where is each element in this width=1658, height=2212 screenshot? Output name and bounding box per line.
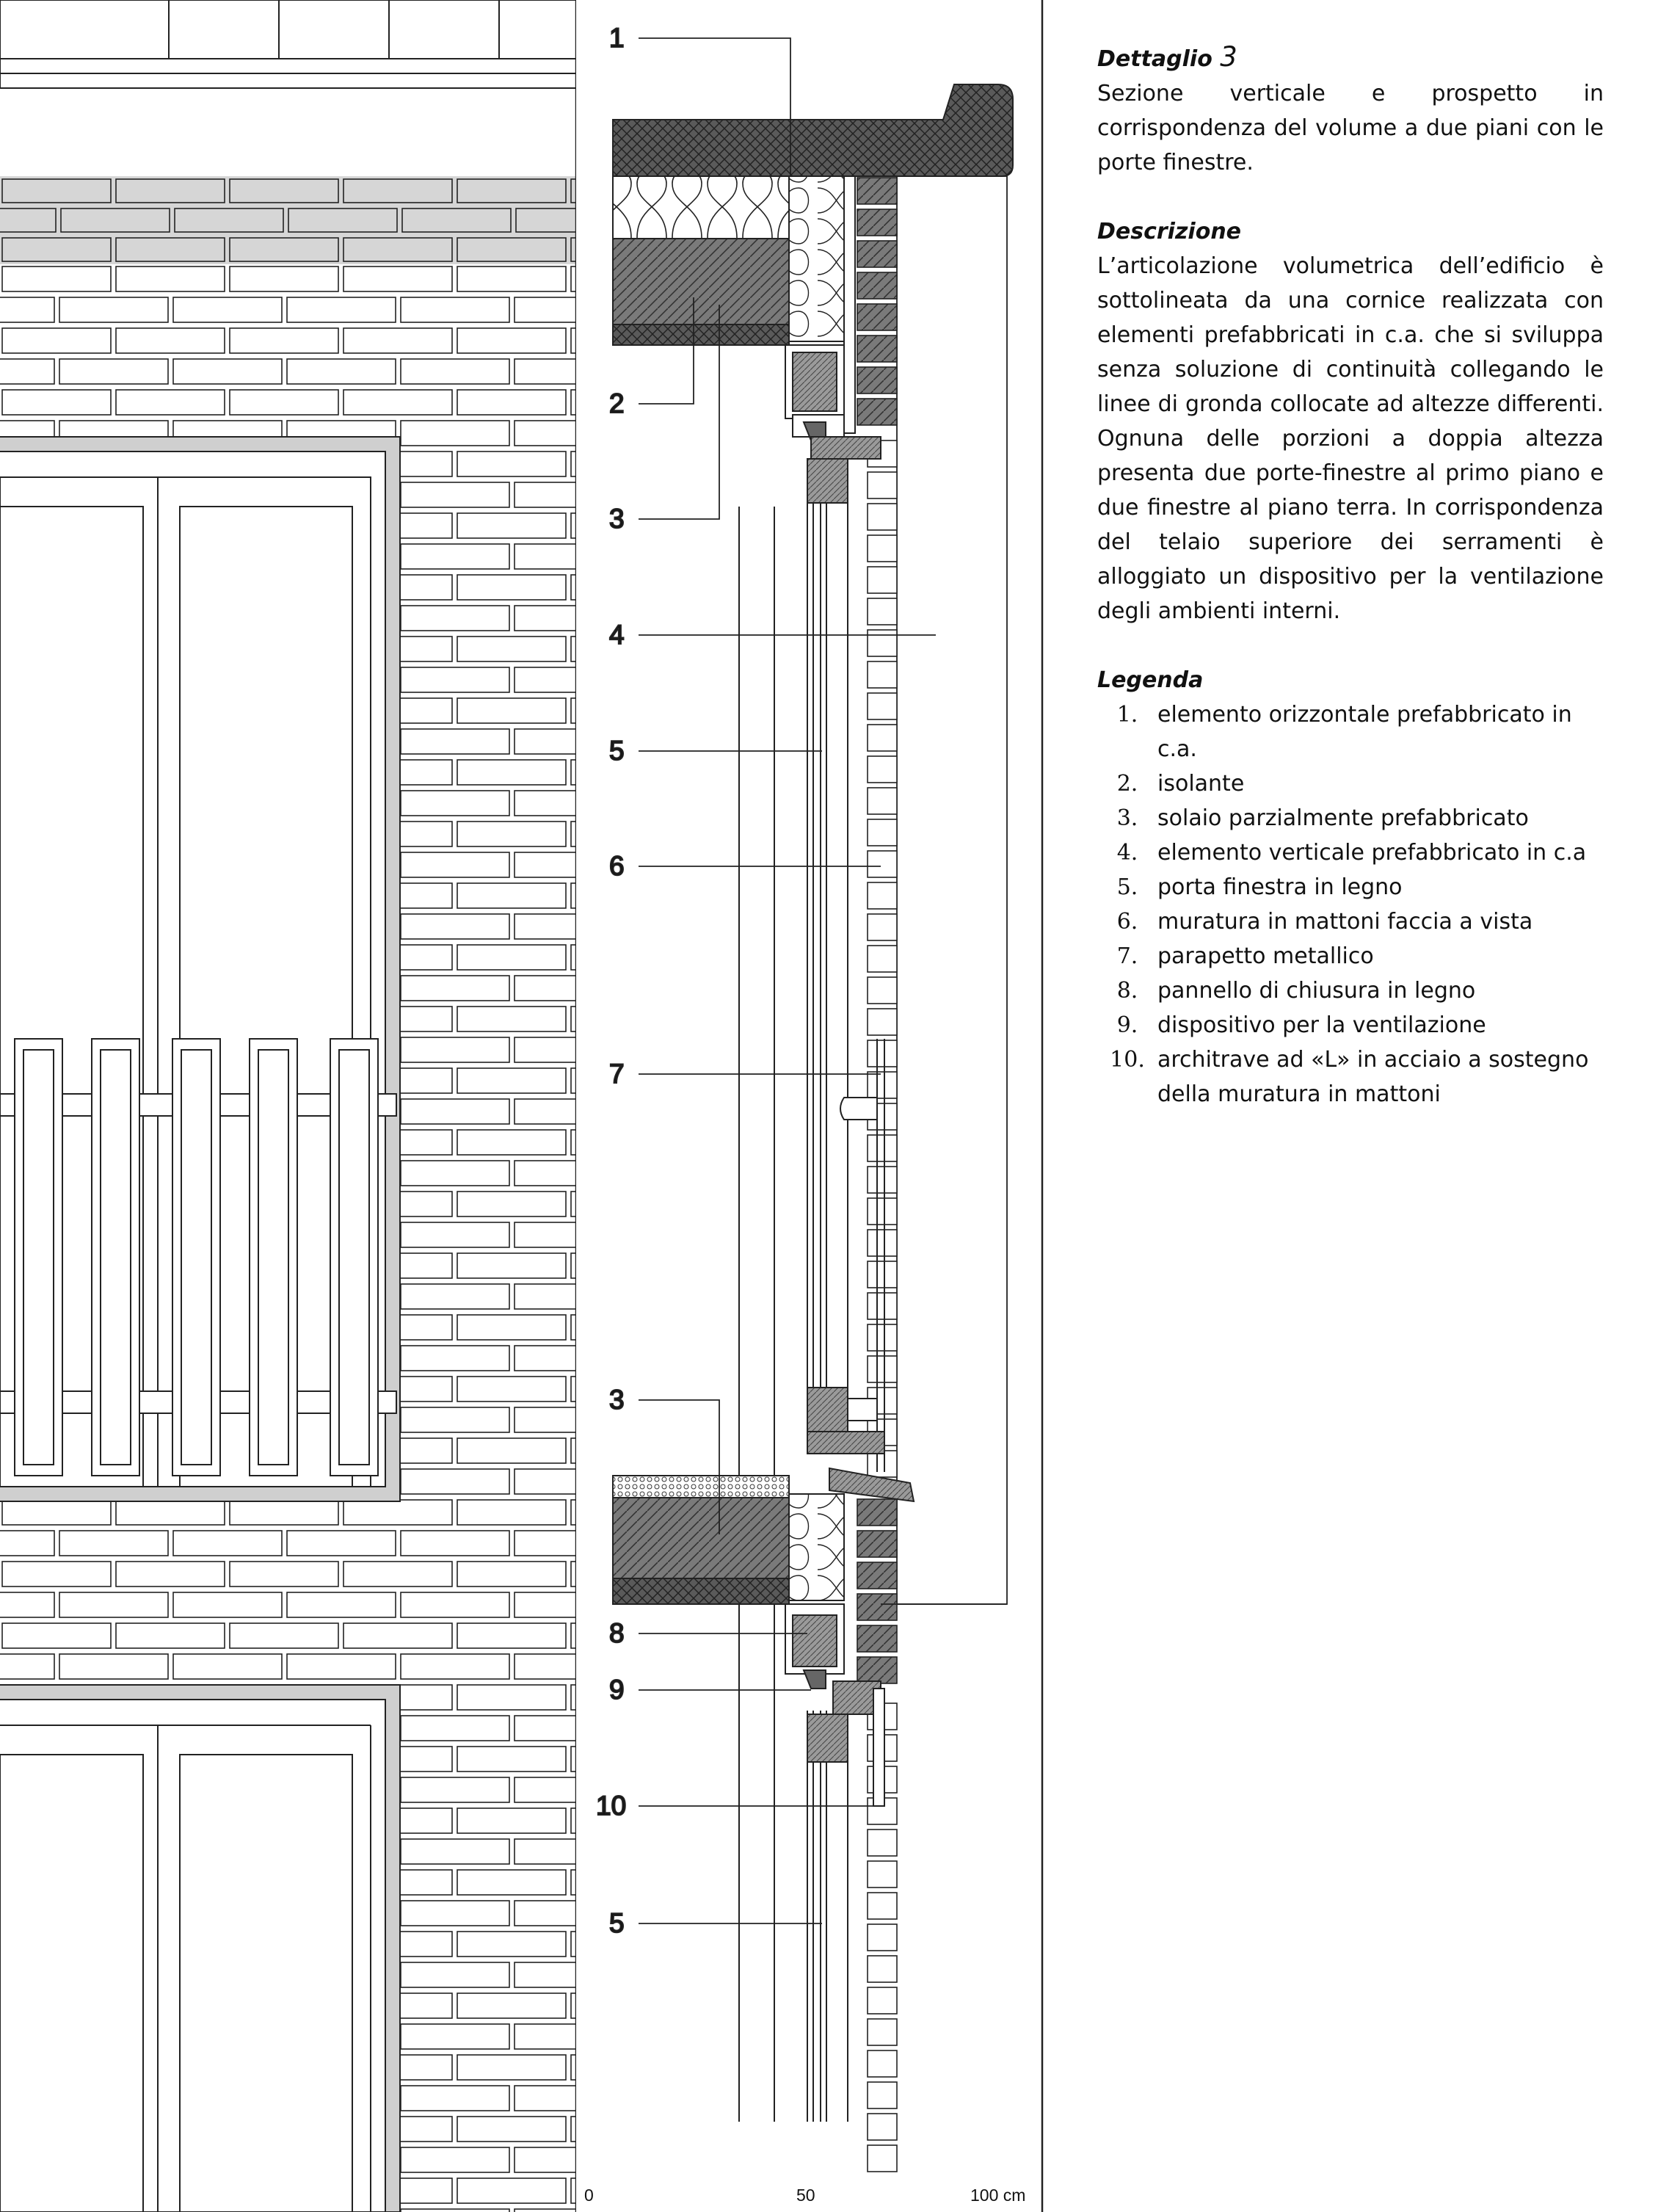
- legend-item: [1097, 697, 1604, 766]
- description-text: L’articolazione volumetrica dell’edificio è sottolineata da una cornice realizzata con elementi prefabbricati in c.a. che si sviluppa senza soluzione di continuità collegando le linee di gronda collocate ad altezze differenti. Ognuna delle porzioni a doppia altezza presenta due porte-finestre al primo piano e due finestre al piano terra. In corrispondenza del telaio superiore dei serramenti è alloggiato un dispositivo per la ventilazione degli ambienti interni.: [1097, 253, 1604, 624]
- brick: [0, 1592, 54, 1617]
- legend-number: 7.: [1116, 943, 1138, 969]
- brick: [0, 208, 56, 232]
- brick: [343, 1562, 452, 1587]
- brick: [868, 725, 897, 751]
- brick: [230, 390, 338, 415]
- brick: [2, 1562, 111, 1587]
- brick: [0, 1654, 54, 1679]
- brick: [457, 1932, 566, 1957]
- callout-7: 7: [609, 1059, 625, 1089]
- brick: [857, 272, 897, 299]
- brick: [401, 1592, 509, 1617]
- brick: [2, 390, 111, 415]
- brick: [116, 390, 225, 415]
- brick: [868, 1893, 897, 1919]
- brick: [868, 1861, 897, 1888]
- brick: [857, 1594, 897, 1620]
- brick: [457, 1562, 566, 1587]
- legend-item: [1097, 1042, 1604, 1112]
- brick: [116, 179, 225, 203]
- brick: [401, 297, 509, 322]
- brick: [868, 2019, 897, 2045]
- brick: [457, 328, 566, 353]
- brick: [868, 2050, 897, 2077]
- brick: [2, 238, 111, 261]
- brick: [230, 328, 338, 353]
- brick: [401, 1777, 509, 1802]
- brick: [401, 852, 509, 877]
- brick: [857, 241, 897, 267]
- brick: [173, 359, 282, 384]
- legend-text: porta finestra in legno: [1157, 874, 1403, 900]
- brick: [857, 304, 897, 330]
- brick: [401, 359, 509, 384]
- legend-heading: Legenda: [1097, 667, 1204, 693]
- brick: [457, 1068, 566, 1093]
- brick: [868, 788, 897, 814]
- vertical-section: [576, 0, 1042, 2212]
- callout-5: 5: [609, 736, 625, 766]
- brick: [401, 1222, 509, 1247]
- brick: [868, 1451, 897, 1477]
- brick: [2, 1623, 111, 1648]
- slab-middle: [613, 1498, 789, 1578]
- brick: [457, 575, 566, 600]
- legend-list: [1097, 697, 1604, 1112]
- legend-text: muratura in mattoni faccia a vista: [1157, 909, 1533, 935]
- brick: [343, 266, 452, 291]
- brick: [857, 367, 897, 394]
- brick: [116, 328, 225, 353]
- brick: [116, 1562, 225, 1587]
- brick: [857, 1625, 897, 1652]
- brick: [868, 1324, 897, 1351]
- brick: [230, 266, 338, 291]
- detail-heading: [1097, 40, 1604, 76]
- brick: [401, 2086, 509, 2111]
- brick: [868, 630, 897, 656]
- scale-zero: 0: [584, 2186, 594, 2205]
- brick: [868, 1956, 897, 1982]
- insulation-vertical-middle: [789, 1494, 844, 1600]
- brick: [457, 1315, 566, 1340]
- legend-text: parapetto metallico: [1157, 943, 1374, 969]
- legend-number: 3.: [1116, 805, 1138, 831]
- callout-9: 9: [609, 1675, 625, 1705]
- legend-number: 8.: [1116, 978, 1138, 1004]
- steel-l-lintel: [873, 1689, 884, 1806]
- callout-6: 6: [609, 851, 625, 881]
- brick: [401, 1839, 509, 1864]
- balcony-railing-elevation: [0, 1039, 396, 1476]
- legend-number: 2.: [1116, 771, 1138, 797]
- legend-item: [1097, 939, 1604, 973]
- brick: [457, 2055, 566, 2080]
- brick: [401, 2024, 509, 2049]
- brick: [401, 2147, 509, 2172]
- brick: [401, 667, 509, 692]
- brick: [59, 1531, 168, 1556]
- brick: [868, 1135, 897, 1161]
- brick: [0, 297, 54, 322]
- brick: [343, 238, 452, 261]
- brick: [868, 1198, 897, 1225]
- callout-2: 2: [609, 388, 625, 418]
- description-heading: Descrizione: [1097, 219, 1242, 244]
- brick: [457, 452, 566, 476]
- brick: [457, 1253, 566, 1278]
- brick: [343, 328, 452, 353]
- legend-item: [1097, 1008, 1604, 1042]
- brick: [868, 977, 897, 1004]
- brick: [288, 208, 397, 232]
- brick: [59, 1592, 168, 1617]
- insulation-top: [613, 176, 789, 239]
- brick: [401, 1962, 509, 1987]
- brick: [457, 2178, 566, 2203]
- brick: [457, 698, 566, 723]
- callout-4: 4: [609, 620, 625, 650]
- brick: [457, 1007, 566, 1031]
- brick: [868, 1293, 897, 1319]
- legend-number: 4.: [1116, 840, 1138, 866]
- brick: [457, 266, 566, 291]
- brick: [0, 359, 54, 384]
- brick: [868, 1924, 897, 1951]
- callout-3b: 3: [609, 1385, 625, 1415]
- brick: [59, 1654, 168, 1679]
- brick: [868, 1987, 897, 2014]
- brick: [457, 1438, 566, 1463]
- scale-mid: 50: [796, 2186, 815, 2205]
- brick: [857, 1499, 897, 1526]
- legend-item: [1097, 801, 1604, 835]
- legend-item: [1097, 904, 1604, 939]
- brick: [868, 1356, 897, 1382]
- brick: [401, 1346, 509, 1371]
- brick: [868, 1167, 897, 1193]
- brick: [457, 1192, 566, 1216]
- brick: [868, 914, 897, 940]
- brick: [173, 1592, 282, 1617]
- brick: [457, 1130, 566, 1155]
- brick: [230, 1562, 338, 1587]
- brick: [175, 208, 283, 232]
- brick: [343, 390, 452, 415]
- callout-5b: 5: [609, 1908, 625, 1938]
- legend-item: [1097, 835, 1604, 870]
- detail-heading-label: Dettaglio: [1097, 46, 1212, 72]
- brick: [457, 822, 566, 846]
- detail-heading-number: 3: [1220, 41, 1237, 73]
- callout-3: 3: [609, 504, 625, 534]
- brick: [457, 1500, 566, 1525]
- brick: [457, 1870, 566, 1895]
- brick: [457, 1685, 566, 1710]
- brick: [230, 179, 338, 203]
- brick: [868, 598, 897, 625]
- brick: [287, 1531, 396, 1556]
- brick: [868, 756, 897, 783]
- legend-number: 10.: [1110, 1047, 1145, 1073]
- text-panel: [1097, 40, 1604, 1112]
- brick: [401, 1037, 509, 1062]
- brick: [173, 297, 282, 322]
- brick: [457, 390, 566, 415]
- brick: [457, 760, 566, 785]
- brick: [457, 637, 566, 661]
- brick: [868, 851, 897, 877]
- brick: [59, 297, 168, 322]
- callout-8: 8: [609, 1618, 625, 1648]
- brick: [868, 661, 897, 688]
- legend-item: [1097, 870, 1604, 904]
- brick: [401, 1407, 509, 1432]
- brick: [116, 238, 225, 261]
- legend-text: solaio parzialmente prefabbricato: [1157, 805, 1529, 831]
- brick: [457, 1993, 566, 2018]
- legend-number: 6.: [1116, 909, 1138, 935]
- brick: [457, 1623, 566, 1648]
- brick: [401, 1469, 509, 1494]
- brick: [868, 1261, 897, 1288]
- brick: [173, 1531, 282, 1556]
- scale-max: 100 cm: [970, 2186, 1026, 2205]
- brick: [401, 1284, 509, 1309]
- brick: [857, 336, 897, 362]
- brick: [2, 179, 111, 203]
- brick: [868, 1830, 897, 1856]
- brick: [401, 791, 509, 816]
- legend-text: elemento orizzontale prefabbricato in c.a.: [1157, 702, 1572, 762]
- legend-text: architrave ad «L» in acciaio a sostegno della muratura in mattoni: [1157, 1047, 1589, 1107]
- brick: [2, 328, 111, 353]
- brick: [401, 976, 509, 1001]
- brick: [287, 297, 396, 322]
- legend-text: dispositivo per la ventilazione: [1157, 1012, 1486, 1038]
- callout-1: 1: [609, 23, 625, 53]
- brick: [287, 1592, 396, 1617]
- brick: [401, 729, 509, 754]
- brick: [868, 1072, 897, 1098]
- brick: [857, 399, 897, 425]
- brick: [287, 1654, 396, 1679]
- brick: [868, 2114, 897, 2140]
- insulation-floor: [613, 1476, 789, 1498]
- brick: [401, 1161, 509, 1186]
- brick: [116, 1500, 225, 1525]
- brick: [343, 1623, 452, 1648]
- brick: [402, 208, 511, 232]
- brick: [868, 693, 897, 719]
- brick: [857, 1562, 897, 1589]
- legend-number: 5.: [1116, 874, 1138, 900]
- brick: [457, 179, 566, 203]
- brick: [857, 1657, 897, 1683]
- brick: [457, 1808, 566, 1833]
- brick: [868, 882, 897, 909]
- brick: [868, 1230, 897, 1256]
- brick: [868, 567, 897, 593]
- legend-item: [1097, 973, 1604, 1008]
- legend-text: isolante: [1157, 771, 1245, 797]
- brick: [116, 266, 225, 291]
- brick: [343, 179, 452, 203]
- brick: [173, 1654, 282, 1679]
- brick: [868, 2145, 897, 2172]
- brick: [457, 513, 566, 538]
- brick: [857, 209, 897, 236]
- brick: [868, 819, 897, 846]
- insulation-vertical-top: [789, 176, 844, 341]
- brick: [457, 1747, 566, 1772]
- brick: [401, 1099, 509, 1124]
- brick: [457, 1377, 566, 1401]
- brick: [230, 1623, 338, 1648]
- brick: [230, 1500, 338, 1525]
- brick: [857, 1531, 897, 1557]
- brick: [287, 359, 396, 384]
- brick: [401, 606, 509, 631]
- brick: [457, 2117, 566, 2142]
- brick: [457, 883, 566, 908]
- brick: [857, 178, 897, 204]
- brick: [401, 544, 509, 569]
- brick: [401, 1654, 509, 1679]
- brick: [230, 238, 338, 261]
- brick: [868, 2082, 897, 2108]
- detail-subtitle: Sezione verticale e prospetto in corrispondenza del volume a due piani con le porte finestre.: [1097, 81, 1604, 175]
- brick: [401, 421, 509, 446]
- brick: [0, 1531, 54, 1556]
- brick: [61, 208, 170, 232]
- brick: [401, 914, 509, 939]
- brick: [2, 1500, 111, 1525]
- french-door-elevation-lower: [0, 1685, 400, 2212]
- brick: [116, 1623, 225, 1648]
- brick: [401, 2209, 509, 2212]
- brick: [868, 946, 897, 972]
- brick: [868, 1040, 897, 1067]
- brick: [457, 238, 566, 261]
- brick: [457, 945, 566, 970]
- brick: [343, 1500, 452, 1525]
- legend-text: pannello di chiusura in legno: [1157, 978, 1476, 1004]
- legend-item: [1097, 766, 1604, 801]
- brick: [401, 1531, 509, 1556]
- legend-number: 1.: [1116, 702, 1138, 728]
- legend-text: elemento verticale prefabbricato in c.a: [1157, 840, 1587, 866]
- legend-number: 9.: [1116, 1012, 1138, 1038]
- brick: [59, 359, 168, 384]
- brick: [868, 1009, 897, 1035]
- brick: [868, 504, 897, 530]
- brick: [868, 535, 897, 562]
- brick: [868, 472, 897, 498]
- brick: [401, 1716, 509, 1741]
- brick: [2, 266, 111, 291]
- brick: [401, 1901, 509, 1926]
- callout-10: 10: [596, 1791, 627, 1821]
- brick: [401, 482, 509, 507]
- slab-top: [613, 239, 789, 324]
